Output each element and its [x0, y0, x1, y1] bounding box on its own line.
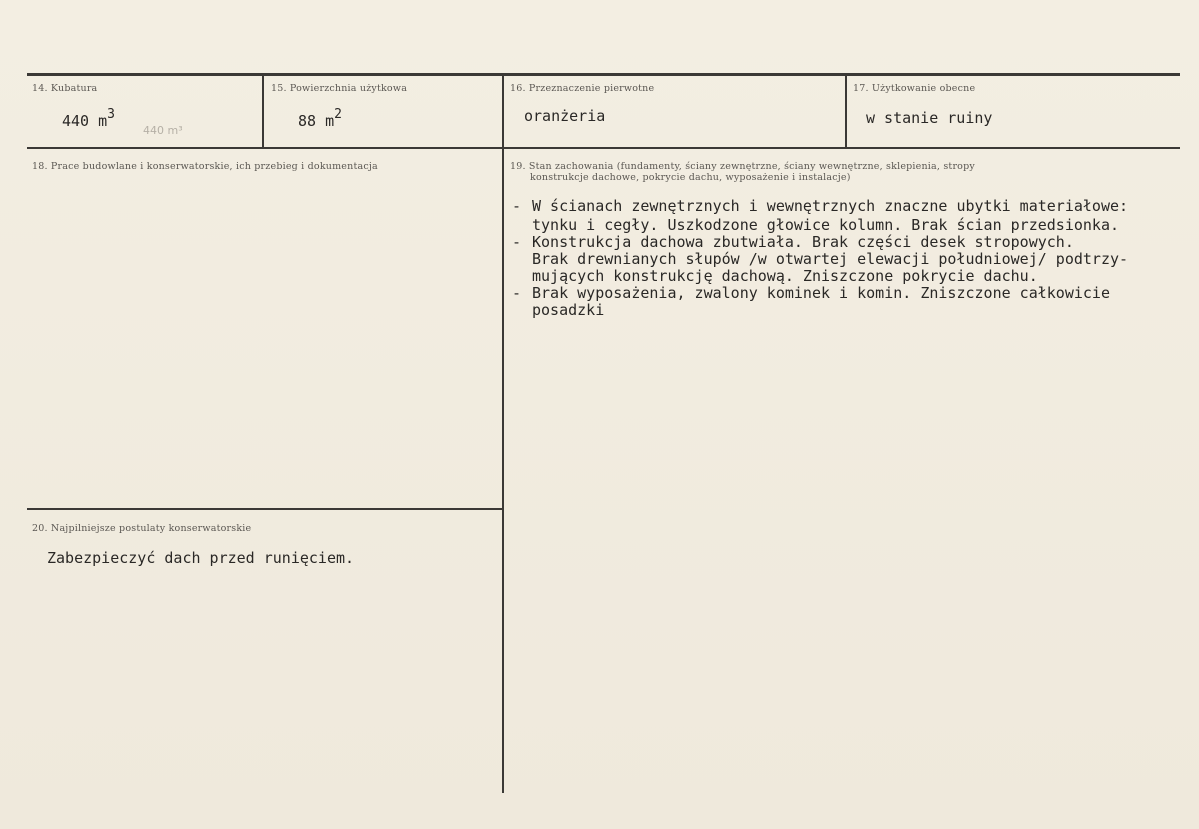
kubatura-exponent: 3 — [107, 107, 115, 122]
section-divider-left — [27, 508, 504, 510]
kubatura-label: 14. Kubatura — [32, 83, 98, 94]
stan-line-6-text: Brak wyposażenia, zwalony kominek i komin. Zniszczone całkowicie — [532, 284, 1110, 302]
postulaty-value: Zabezpieczyć dach przed runięciem. — [47, 549, 355, 567]
stan-line-1-dash: - — [512, 197, 522, 215]
stan-line-4 — [512, 251, 1128, 267]
powierzchnia-label: 15. Powierzchnia użytkowa — [271, 83, 408, 94]
uzytkowanie-value: w stanie ruiny — [866, 109, 993, 127]
stan-line-1 — [512, 198, 1128, 214]
col-divider-1 — [262, 75, 264, 147]
stan-line-6 — [512, 285, 1110, 301]
stan-line-2-text: tynku i cegły. Uszkodzone głowice kolumn. Brak ścian przedsionka. — [532, 216, 1119, 234]
stan-zachowania-label-cont: konstrukcje dachowe, pokrycie dachu, wyposażenie i instalacje) — [530, 172, 851, 183]
stan-line-5 — [512, 268, 1038, 284]
kubatura-number: 440 m — [62, 112, 108, 130]
stan-line-7-text: posadzki — [532, 301, 605, 319]
postulaty-label: 20. Najpilniejsze postulaty konserwatorskie — [32, 523, 252, 534]
powierzchnia-number: 88 m — [298, 112, 335, 130]
stan-zachowania-label: 19. Stan zachowania (fundamenty, ściany zewnętrzne, ściany wewnętrzne, sklepienia, stropy — [510, 161, 975, 172]
row-divider — [27, 147, 1180, 149]
przeznaczenie-label: 16. Przeznaczenie pierwotne — [510, 83, 655, 94]
powierzchnia-exponent: 2 — [334, 107, 342, 122]
powierzchnia-value — [298, 107, 342, 131]
col-divider-3 — [845, 75, 847, 147]
top-rule — [27, 73, 1180, 76]
kubatura-value — [62, 107, 115, 131]
col-divider-2 — [502, 75, 504, 793]
stan-line-5-text: mujących konstrukcję dachową. Zniszczone pokrycie dachu. — [532, 267, 1038, 285]
stan-line-3 — [512, 234, 1074, 250]
stan-line-6-dash: - — [512, 284, 522, 302]
stan-line-4-text: Brak drewnianych słupów /w otwartej elewacji południowej/ podtrzy- — [532, 250, 1129, 268]
stan-line-3-text: Konstrukcja dachowa zbutwiała. Brak części desek stropowych. — [532, 233, 1074, 251]
uzytkowanie-label: 17. Użytkowanie obecne — [853, 83, 976, 94]
prace-budowlane-label: 18. Prace budowlane i konserwatorskie, ich przebieg i dokumentacja — [32, 161, 378, 172]
stan-line-1-text: W ścianach zewnętrznych i wewnętrznych znaczne ubytki materiałowe: — [532, 197, 1129, 215]
stan-line-7 — [512, 302, 604, 318]
stan-line-3-dash: - — [512, 233, 522, 251]
kubatura-pencil-note: 440 m³ — [143, 124, 183, 137]
stan-line-2 — [512, 217, 1119, 233]
przeznaczenie-value: oranżeria — [524, 107, 606, 125]
